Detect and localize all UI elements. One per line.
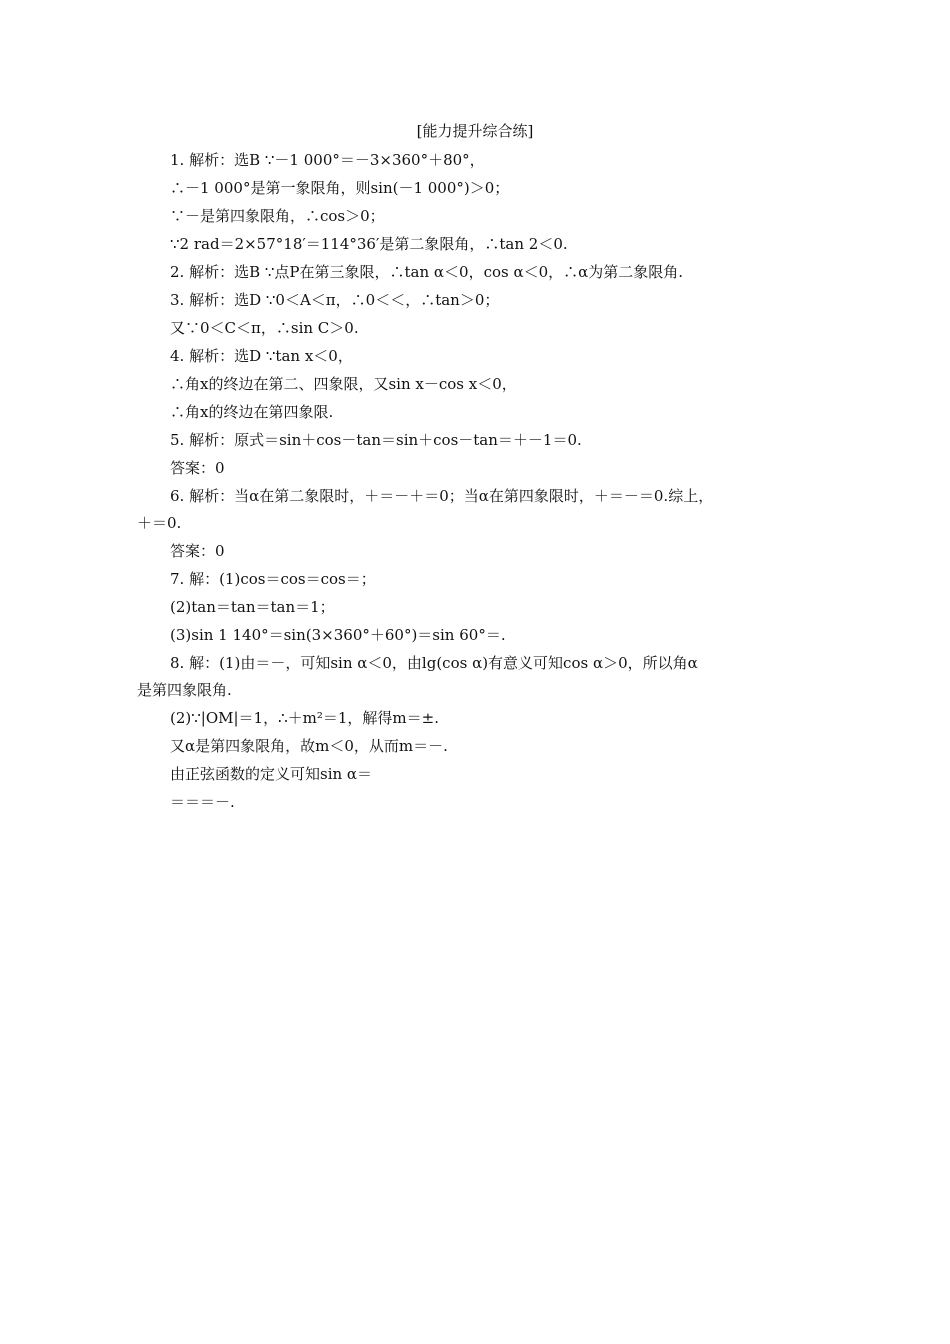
answer-line: ＝＝＝－. bbox=[170, 793, 235, 811]
answer-line: 7. 解：(1)cos＝cos＝cos＝； bbox=[170, 570, 376, 588]
answer-line: (2)∵|OM|＝1，∴＋m²＝1，解得m＝±. bbox=[170, 709, 439, 727]
answer-line: 又∵0＜C＜π，∴sin C＞0. bbox=[170, 319, 359, 337]
answer-line: 答案：0 bbox=[170, 542, 225, 560]
answer-line: ∴角x的终边在第四象限. bbox=[170, 403, 334, 421]
answer-line: 1. 解析：选B ∵－1 000°＝－3×360°＋80°， bbox=[170, 151, 485, 169]
answer-line: 又α是第四象限角，故m＜0，从而m＝－. bbox=[170, 737, 448, 755]
answer-line: (3)sin 1 140°＝sin(3×360°＋60°)＝sin 60°＝. bbox=[170, 626, 506, 644]
answer-line: 5. 解析：原式＝sin＋cos－tan＝sin＋cos－tan＝＋－1＝0. bbox=[170, 431, 582, 449]
answer-line: ∴－1 000°是第一象限角，则sin(－1 000°)＞0； bbox=[170, 179, 510, 197]
answer-line: ＋＝0. bbox=[137, 514, 182, 532]
answer-line: 6. 解析：当α在第二象限时，＋＝－＋＝0；当α在第四象限时，＋＝－＝0.综上， bbox=[170, 487, 714, 505]
answer-line: 是第四象限角. bbox=[137, 681, 232, 699]
answer-line: 3. 解析：选D ∵0＜A＜π，∴0＜＜，∴tan＞0； bbox=[170, 291, 500, 309]
answer-line: 8. 解：(1)由＝－，可知sin α＜0，由lg(cos α)有意义可知cos α＞0，所以角α bbox=[170, 654, 698, 672]
answer-line: 4. 解析：选D ∵tan x＜0， bbox=[170, 347, 353, 365]
answer-line: (2)tan＝tan＝tan＝1； bbox=[170, 598, 335, 616]
section-title: [能力提升综合练] bbox=[416, 122, 534, 140]
answer-line: 2. 解析：选B ∵点P在第三象限，∴tan α＜0，cos α＜0，∴α为第二象限角. bbox=[170, 263, 684, 281]
answer-line: 答案：0 bbox=[170, 459, 225, 477]
answer-line: 由正弦函数的定义可知sin α＝ bbox=[170, 765, 373, 783]
answer-line: ∴角x的终边在第二、四象限，又sin x－cos x＜0， bbox=[170, 375, 517, 393]
answer-line: ∵2 rad＝2×57°18′＝114°36′是第二象限角，∴tan 2＜0. bbox=[170, 235, 568, 253]
answer-line: ∵－是第四象限角，∴cos＞0； bbox=[170, 207, 385, 225]
